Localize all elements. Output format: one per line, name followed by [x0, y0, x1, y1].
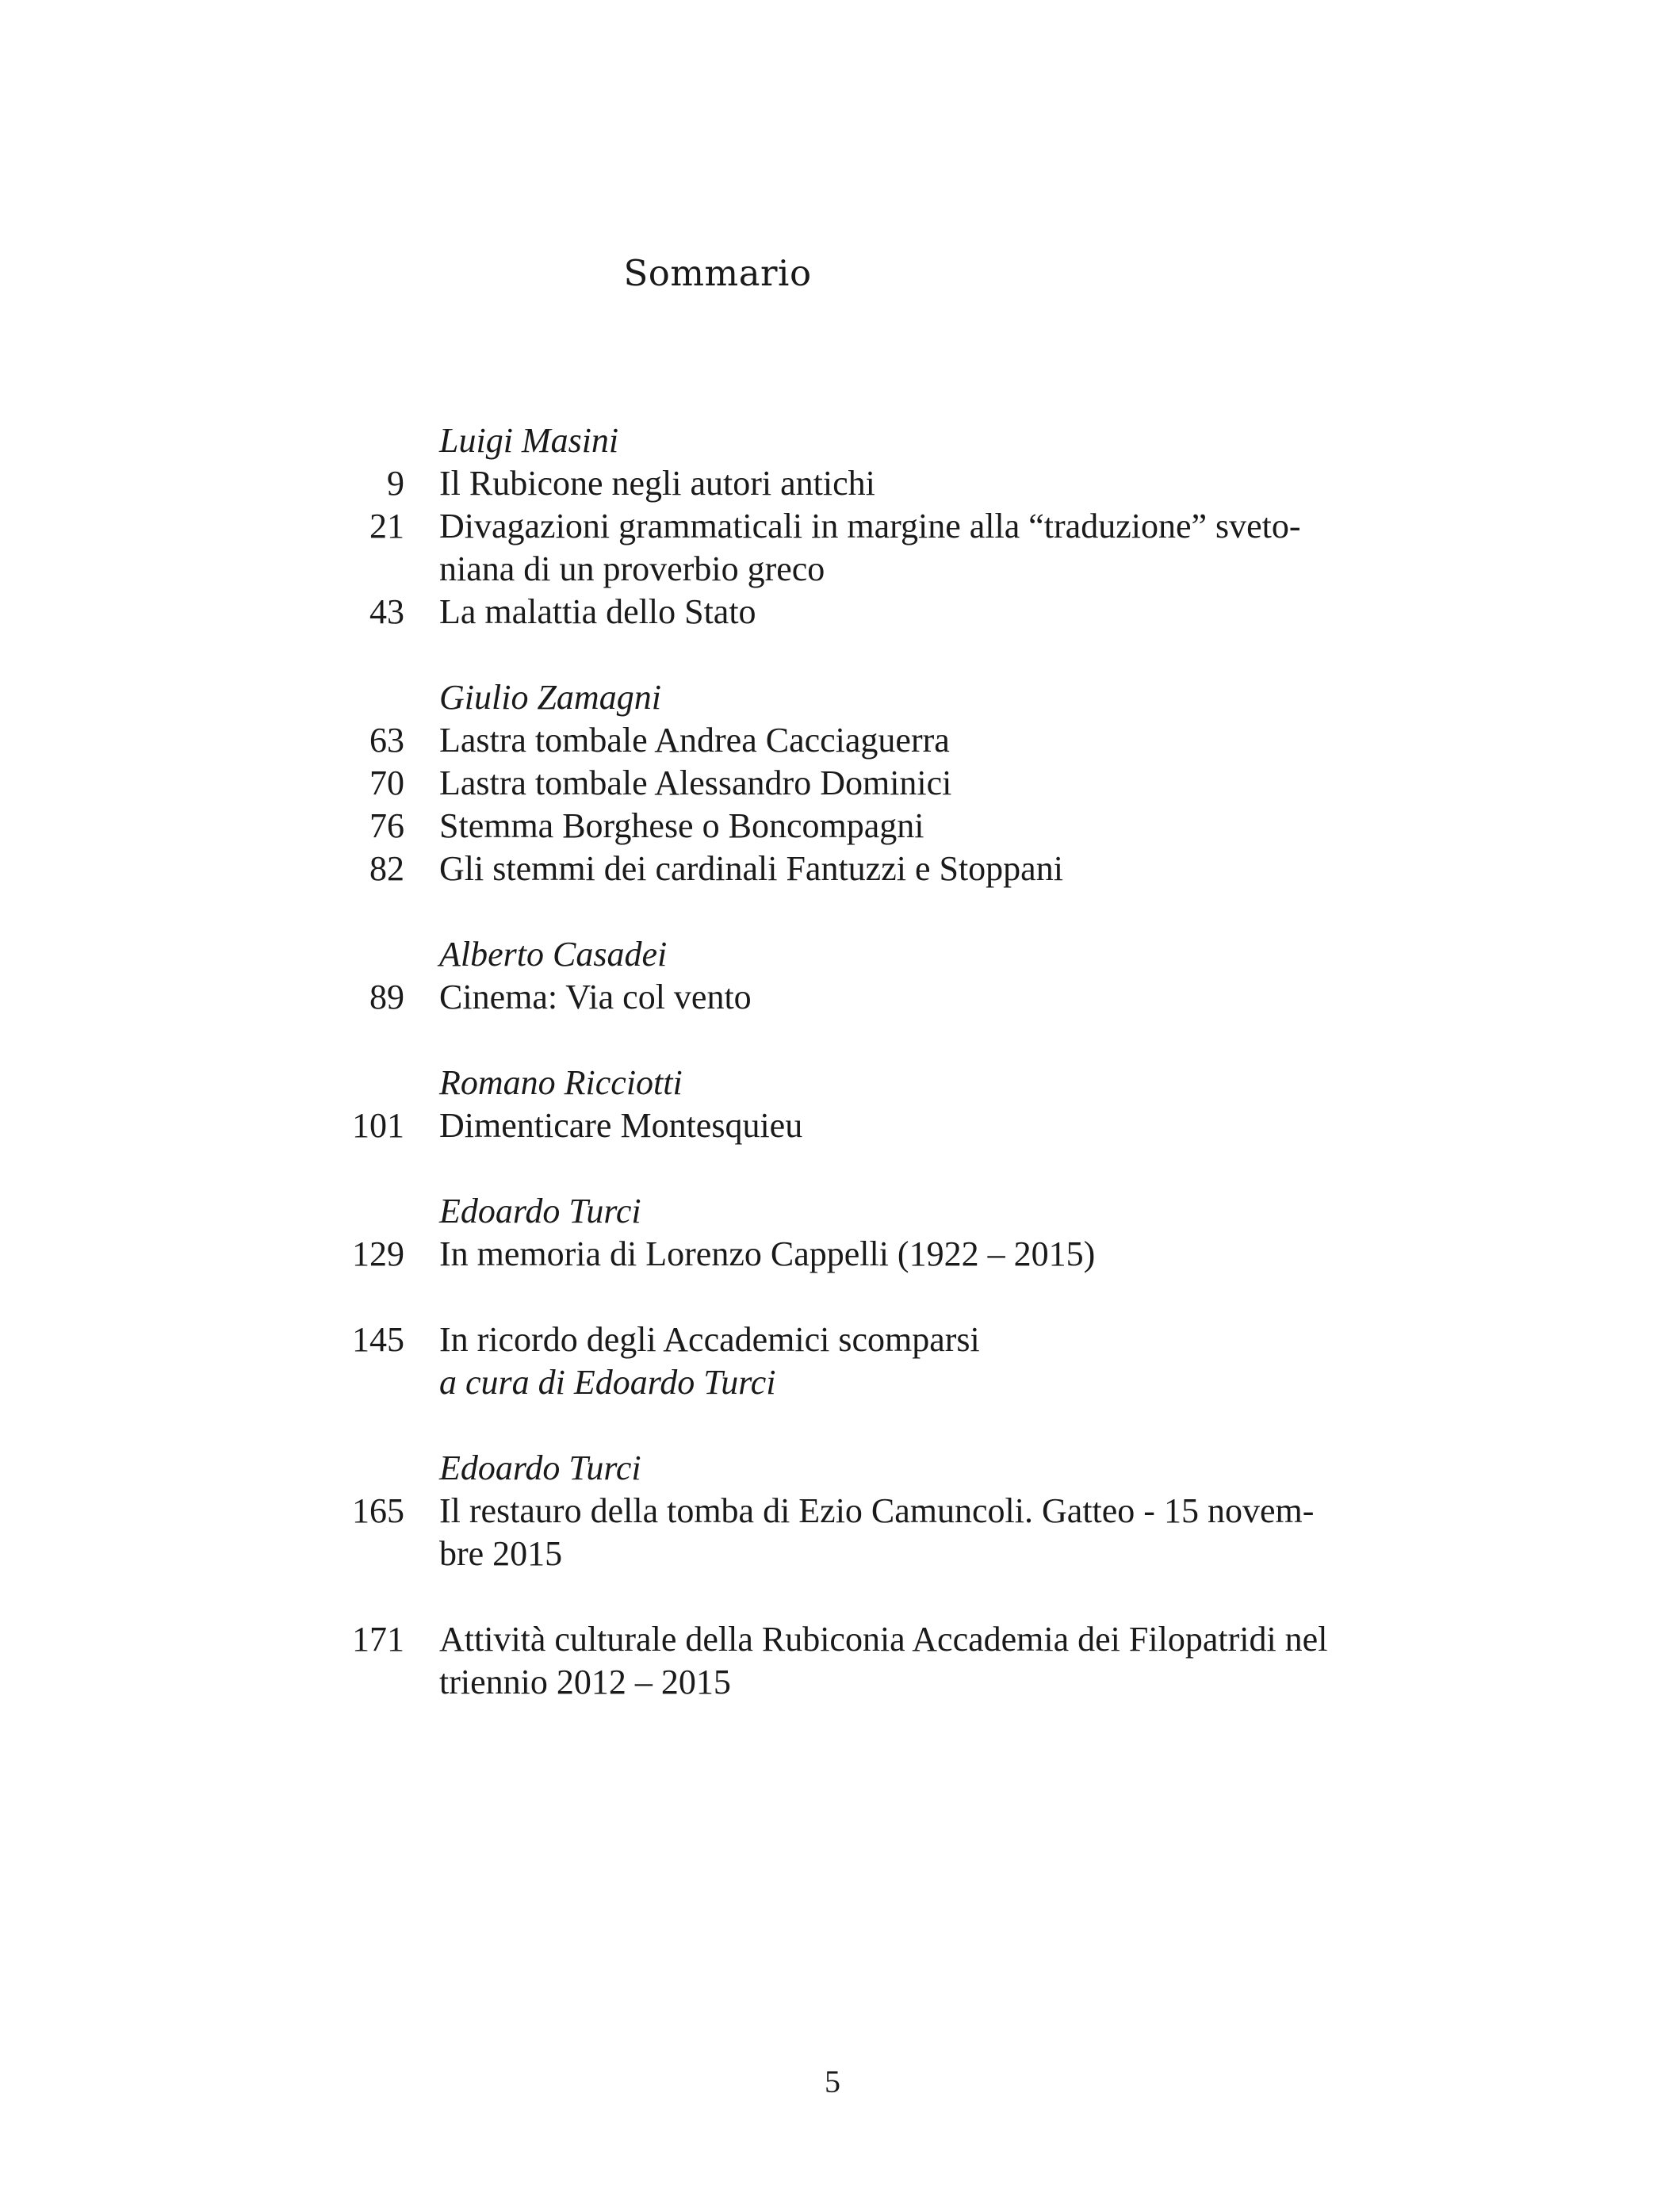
entry-title: In memoria di Lorenzo Cappelli (1922 – 2015)	[439, 1234, 1096, 1273]
entry-page-number: 145	[352, 1320, 404, 1359]
toc-entry	[333, 1618, 1348, 1704]
section-author: Edoardo Turci	[439, 1192, 641, 1230]
toc-section	[333, 1447, 1348, 1575]
entry-title: La malattia dello Stato	[439, 592, 756, 631]
entry-title: Divagazioni grammaticali in margine alla “traduzione” sveto-niana di un proverbio greco	[439, 507, 1301, 588]
toc-entry	[333, 1318, 1348, 1404]
section-author: Romano Ricciotti	[439, 1063, 683, 1102]
entry-editor-note: a cura di Edoardo Turci	[439, 1363, 776, 1402]
toc-entry	[333, 719, 1348, 762]
entry-page-number: 9	[387, 464, 404, 503]
entry-page-number: 63	[369, 721, 404, 760]
entry-page-number: 43	[369, 592, 404, 631]
toc-entry	[333, 505, 1348, 591]
entry-title: Dimenticare Montesquieu	[439, 1106, 803, 1145]
page-title: Sommario	[623, 252, 812, 294]
section-author: Luigi Masini	[439, 421, 619, 460]
toc-section	[333, 1318, 1348, 1404]
entry-page-number: 165	[352, 1491, 404, 1530]
entry-page-number: 129	[352, 1234, 404, 1273]
entry-page-number: 101	[352, 1106, 404, 1145]
section-author: Alberto Casadei	[439, 935, 668, 974]
toc-entry	[333, 1104, 1348, 1147]
toc-entry	[333, 462, 1348, 505]
entry-title: Lastra tombale Alessandro Dominici	[439, 763, 952, 802]
toc-section	[333, 676, 1348, 890]
entry-title: Cinema: Via col vento	[439, 978, 752, 1016]
toc-section	[333, 419, 1348, 633]
entry-title: Attività culturale della Rubiconia Accademia dei Filopatridi nel triennio 2012 – 2015	[439, 1620, 1328, 1701]
toc-entry	[333, 762, 1348, 805]
toc-section	[333, 1618, 1348, 1704]
table-of-contents	[333, 419, 1348, 1747]
toc-entry	[333, 805, 1348, 848]
entry-title: Gli stemmi dei cardinali Fantuzzi e Stoppani	[439, 849, 1063, 888]
entry-page-number: 171	[352, 1620, 404, 1659]
toc-entry	[333, 591, 1348, 633]
section-author: Edoardo Turci	[439, 1449, 641, 1487]
toc-entry	[333, 848, 1348, 890]
entry-page-number: 76	[369, 806, 404, 845]
entry-page-number: 21	[369, 507, 404, 545]
toc-section	[333, 1062, 1348, 1147]
toc-entry	[333, 1490, 1348, 1575]
entry-title: Il restauro della tomba di Ezio Camuncoli. Gatteo - 15 novem-bre 2015	[439, 1491, 1315, 1573]
entry-page-number: 89	[369, 978, 404, 1016]
toc-section	[333, 933, 1348, 1019]
entry-page-number: 82	[369, 849, 404, 888]
toc-entry	[333, 976, 1348, 1019]
entry-title: In ricordo degli Accademici scomparsi	[439, 1320, 980, 1359]
entry-title: Lastra tombale Andrea Cacciaguerra	[439, 721, 950, 760]
entry-title: Stemma Borghese o Boncompagni	[439, 806, 924, 845]
section-author: Giulio Zamagni	[439, 678, 661, 717]
entry-body	[439, 1318, 1348, 1404]
toc-section	[333, 1190, 1348, 1276]
entry-page-number: 70	[369, 763, 404, 802]
entry-title: Il Rubicone negli autori antichi	[439, 464, 875, 503]
page-number: 5	[825, 2064, 840, 2099]
toc-entry	[333, 1233, 1348, 1276]
